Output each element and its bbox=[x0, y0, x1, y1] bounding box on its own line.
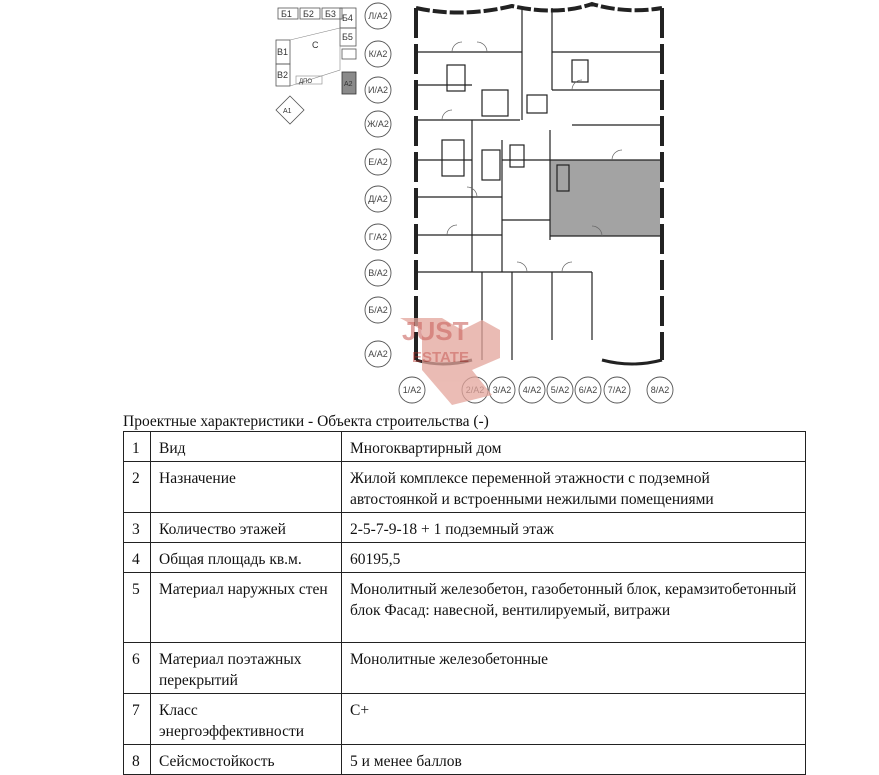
legend-b4: Б4 bbox=[342, 13, 353, 23]
axis-col-label: 7/А2 bbox=[607, 385, 627, 395]
table-row bbox=[124, 694, 806, 745]
axis-row-label: К/А2 bbox=[368, 49, 388, 59]
characteristics-table bbox=[123, 431, 806, 775]
legend-a1: А1 bbox=[283, 108, 292, 115]
row-axes bbox=[365, 3, 391, 367]
row-name: Общая площадь кв.м. bbox=[151, 543, 342, 573]
row-name: Материал поэтажных перекрытий bbox=[151, 643, 342, 694]
highlighted-apartment bbox=[550, 160, 660, 236]
row-number: 3 bbox=[124, 513, 151, 543]
axis-row-label: Д/А2 bbox=[368, 194, 388, 204]
table-row bbox=[124, 432, 806, 462]
row-name: Сейсмостойкость bbox=[151, 745, 342, 775]
building-walls bbox=[416, 4, 662, 364]
legend-b2-top: Б2 bbox=[303, 9, 314, 19]
legend-c: С bbox=[312, 40, 319, 50]
axis-col-label: 6/А2 bbox=[578, 385, 598, 395]
row-value: Монолитный железобетон, газобетонный блок, керамзитобетонный блок Фасад: навесной, вентилируемый, витражи bbox=[342, 573, 806, 643]
axis-row-label: В/А2 bbox=[368, 268, 388, 278]
row-number: 1 bbox=[124, 432, 151, 462]
floor-plan bbox=[272, 0, 676, 408]
axis-row-label: Ж/А2 bbox=[367, 119, 389, 129]
axis-row-label: Е/А2 bbox=[368, 157, 388, 167]
legend-v1: В1 bbox=[277, 47, 289, 57]
legend-a2: А2 bbox=[344, 81, 353, 88]
row-number: 7 bbox=[124, 694, 151, 745]
axis-row-label: И/А2 bbox=[368, 85, 388, 95]
table-row bbox=[124, 573, 806, 643]
legend-v2: В2 bbox=[277, 70, 289, 80]
row-name: Количество этажей bbox=[151, 513, 342, 543]
legend-b1-top: Б1 bbox=[281, 9, 292, 19]
row-number: 8 bbox=[124, 745, 151, 775]
axis-row-label: Л/А2 bbox=[368, 11, 388, 21]
row-number: 5 bbox=[124, 573, 151, 643]
axis-col-label: 8/А2 bbox=[650, 385, 670, 395]
row-name: Класс энергоэффективности bbox=[151, 694, 342, 745]
row-value: 2-5-7-9-18 + 1 подземный этаж bbox=[342, 513, 806, 543]
row-value: Жилой комплексе переменной этажности с подземной автостоянкой и встроенными нежилыми помещениями bbox=[342, 462, 806, 513]
watermark-line1: JUST bbox=[402, 316, 469, 346]
row-value: Монолитные железобетонные bbox=[342, 643, 806, 694]
table-row bbox=[124, 643, 806, 694]
axis-col-label: 3/А2 bbox=[492, 385, 512, 395]
axis-row-label: А/А2 bbox=[368, 349, 388, 359]
row-value: 5 и менее баллов bbox=[342, 745, 806, 775]
table-row bbox=[124, 513, 806, 543]
row-number: 6 bbox=[124, 643, 151, 694]
row-number: 2 bbox=[124, 462, 151, 513]
legend-b5: Б5 bbox=[342, 32, 353, 42]
axis-col-label: 1/А2 bbox=[402, 385, 422, 395]
row-value: C+ bbox=[342, 694, 806, 745]
legend-b3-top: Б3 bbox=[325, 9, 336, 19]
row-name: Вид bbox=[151, 432, 342, 462]
table-caption: Проектные характеристики - Объекта строительства (-) bbox=[123, 413, 489, 430]
axis-row-label: Б/А2 bbox=[368, 305, 388, 315]
axis-col-label: 5/А2 bbox=[550, 385, 570, 395]
legend-dpo: ДПО bbox=[299, 79, 313, 85]
row-name: Материал наружных стен bbox=[151, 573, 342, 643]
row-value: 60195,5 bbox=[342, 543, 806, 573]
site-legend bbox=[276, 8, 356, 124]
row-name: Назначение bbox=[151, 462, 342, 513]
axis-col-label: 4/А2 bbox=[522, 385, 542, 395]
row-value: Многоквартирный дом bbox=[342, 432, 806, 462]
watermark-line2: ESTATE bbox=[412, 349, 469, 366]
table-row bbox=[124, 543, 806, 573]
table-row bbox=[124, 462, 806, 513]
axis-row-label: Г/А2 bbox=[368, 232, 388, 242]
table-row bbox=[124, 745, 806, 775]
row-number: 4 bbox=[124, 543, 151, 573]
